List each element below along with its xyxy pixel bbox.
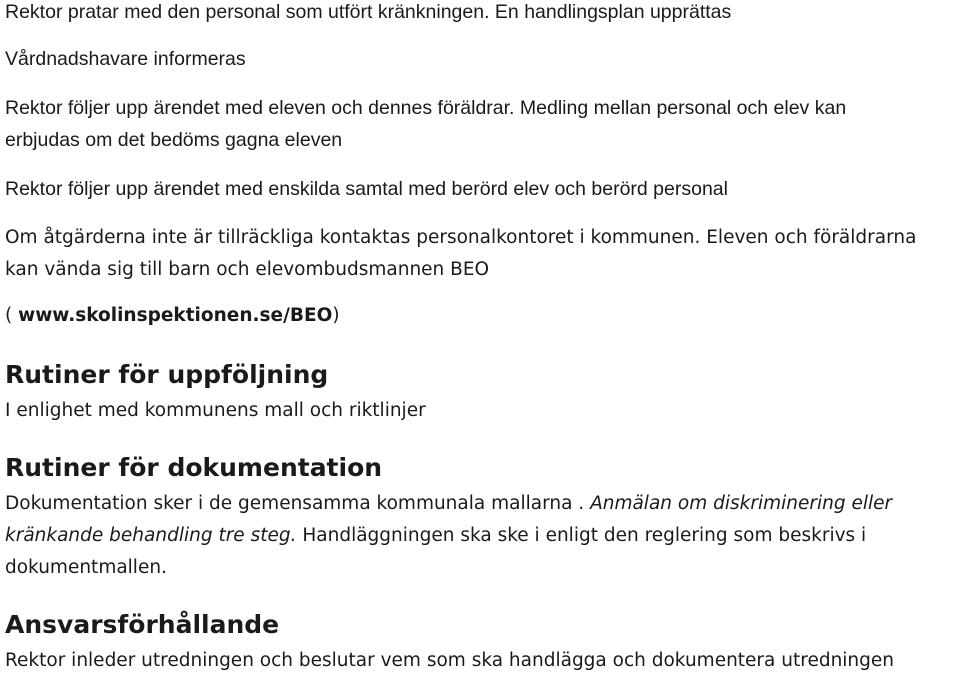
paragraph-line: Rektor pratar med den personal som utfört kränkningen. En handlingsplan upprättas: [5, 1, 732, 23]
beo-link[interactable]: www.skolinspektionen.se/BEO: [18, 305, 333, 326]
beo-link-line: [5, 304, 340, 328]
paren-close: ): [332, 305, 340, 326]
paragraph-line: Rektor följer upp ärendet med enskilda samtal med berörd elev och berörd personal: [5, 178, 728, 200]
dokumentation-line-1: [5, 492, 892, 516]
heading-dokumentation: Rutiner för dokumentation: [5, 453, 383, 482]
dokumentation-plain: Handläggningen ska ske i enligt den reglering som beskrivs i: [296, 525, 867, 546]
ansvar-text: Rektor inleder utredningen och beslutar vem som ska handlägga och dokumentera utredningen: [5, 650, 895, 671]
paragraph-line: Vårdnadshavare informeras: [5, 48, 246, 70]
dokumentation-plain: Dokumentation sker i de gemensamma kommunala mallarna .: [5, 493, 591, 514]
paragraph-line: erbjudas om det bedöms gagna eleven: [5, 129, 343, 151]
dokumentation-italic: Anmälan om diskriminering eller: [590, 493, 893, 514]
dokumentation-line-3: dokumentmallen.: [5, 557, 167, 578]
paragraph-line: Om åtgärderna inte är tillräckliga kontaktas personalkontoret i kommunen. Eleven och föräldrarna: [5, 227, 917, 248]
heading-uppfoljning: Rutiner för uppföljning: [5, 360, 329, 389]
paren-open: (: [5, 305, 19, 326]
uppfoljning-text: I enlighet med kommunens mall och riktlinjer: [5, 400, 426, 421]
paragraph-line: Rektor följer upp ärendet med eleven och dennes föräldrar. Medling mellan personal och elev kan: [5, 97, 847, 119]
dokumentation-line-2: [5, 524, 866, 548]
heading-ansvar: Ansvarsförhållande: [5, 610, 280, 639]
dokumentation-italic: kränkande behandling tre steg.: [5, 525, 297, 546]
paragraph-line: kan vända sig till barn och elevombudsmannen BEO: [5, 259, 490, 280]
